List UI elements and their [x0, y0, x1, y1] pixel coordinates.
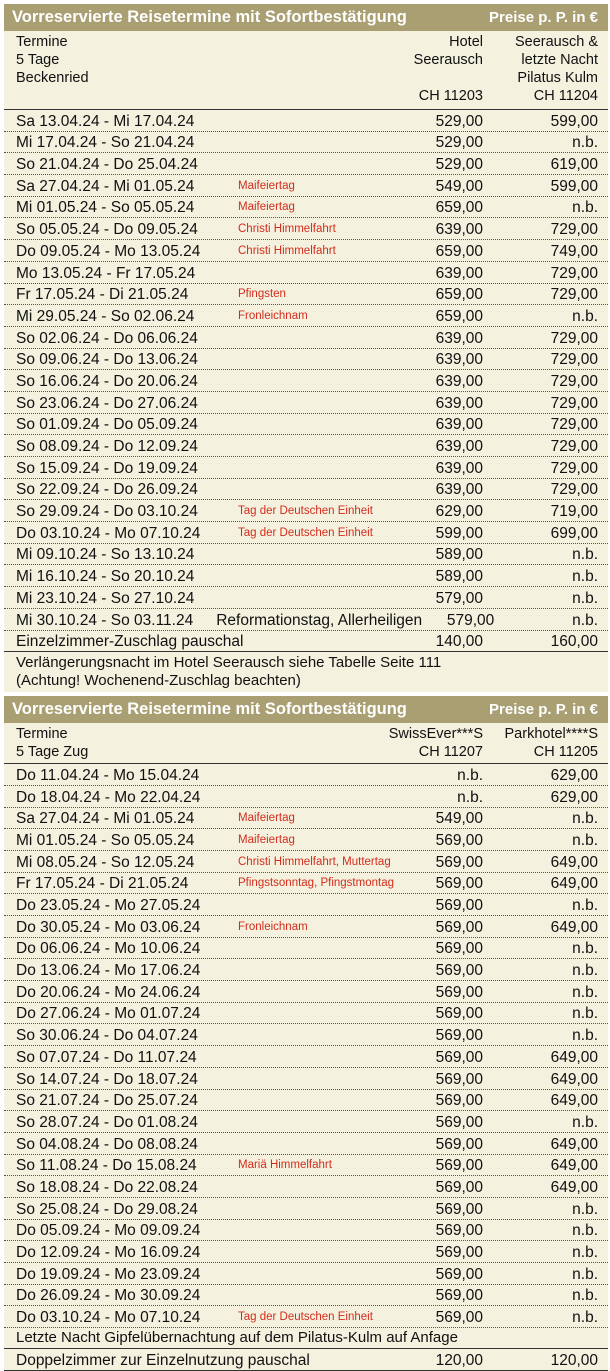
column-header-line: letzte Nacht: [521, 52, 598, 68]
price-2: n.b.: [572, 1287, 598, 1305]
price-1: 569,00: [435, 1178, 483, 1196]
price-1: 599,00: [435, 524, 483, 542]
travel-dates: Do 09.05.24 - Mo 13.05.24: [16, 242, 201, 260]
travel-dates: So 15.09.24 - Do 19.09.24: [16, 459, 198, 477]
table-row: [4, 916, 608, 938]
table-row: [4, 435, 608, 457]
travel-dates: So 01.09.24 - Do 05.09.24: [16, 416, 198, 434]
surcharge-row: [4, 631, 608, 653]
travel-dates: So 21.07.24 - Do 25.07.24: [16, 1092, 198, 1110]
travel-dates: Do 05.09.24 - Mo 09.09.24: [16, 1222, 201, 1240]
price-2: 649,00: [550, 1092, 598, 1110]
table-row: [4, 1003, 608, 1025]
travel-dates: So 23.06.24 - Do 27.06.24: [16, 394, 198, 412]
price-1: 569,00: [435, 1222, 483, 1240]
price-2: n.b.: [572, 940, 598, 958]
header-left-line: Termine: [16, 34, 68, 50]
table-row: [4, 1241, 608, 1263]
travel-dates: Do 30.05.24 - Mo 03.06.24: [16, 918, 201, 936]
column-header-line: SwissEver***S: [388, 726, 483, 743]
table-row: [4, 1263, 608, 1285]
table-row: [4, 1306, 608, 1328]
column-header-line: Seerausch &: [514, 34, 598, 50]
table-row: [4, 1176, 608, 1198]
section-title: Vorreservierte Reisetermine mit Sofortbestätigung: [12, 700, 407, 719]
travel-dates: Mi 01.05.24 - So 05.05.24: [16, 831, 195, 849]
holiday-note: Christi Himmelfahrt, Muttertag: [238, 855, 391, 868]
price-1: 569,00: [435, 983, 483, 1001]
table-row: [4, 938, 608, 960]
travel-dates: Mi 30.10.24 - So 03.11.24: [16, 611, 194, 629]
header-left-line: 5 Tage: [16, 52, 60, 68]
surcharge-price-2: 160,00: [550, 633, 598, 651]
table-row: [4, 175, 608, 197]
table-row: [4, 132, 608, 154]
price-2: n.b.: [572, 568, 598, 586]
price-2: 719,00: [550, 503, 598, 521]
travel-dates: Do 27.06.24 - Mo 01.07.24: [16, 1005, 201, 1023]
travel-dates: Mo 13.05.24 - Fr 17.05.24: [16, 264, 196, 282]
price-1: 639,00: [435, 416, 483, 434]
travel-dates: Mi 01.05.24 - So 05.05.24: [16, 199, 195, 217]
travel-dates: Mi 23.10.24 - So 27.10.24: [16, 589, 195, 607]
holiday-note: Fronleichnam: [238, 920, 308, 933]
price-1: 639,00: [435, 372, 483, 390]
table-row: [4, 565, 608, 587]
price-1: 659,00: [435, 242, 483, 260]
price-2: n.b.: [572, 897, 598, 914]
price-1: 569,00: [435, 897, 483, 914]
column-header-line: Seerausch: [413, 52, 483, 68]
table-row: [4, 500, 608, 522]
table-row: [4, 262, 608, 284]
table-row: [4, 609, 608, 631]
table-row: [4, 1024, 608, 1046]
table-row: [4, 1220, 608, 1242]
price-2: n.b.: [572, 810, 598, 828]
travel-dates: So 21.04.24 - Do 25.04.24: [16, 156, 198, 174]
travel-dates: So 02.06.24 - Do 06.06.24: [16, 329, 198, 347]
price-1: 569,00: [435, 1005, 483, 1023]
travel-dates: Do 18.04.24 - Mo 22.04.24: [16, 788, 201, 806]
price-1: 589,00: [435, 568, 483, 586]
price-1: 629,00: [435, 503, 483, 521]
surcharge-label: Doppelzimmer zur Einzelnutzung pauschal: [16, 1351, 310, 1369]
note-line: Letzte Nacht Gipfelübernachtung auf dem Pilatus-Kulm auf Anfage: [16, 1329, 458, 1347]
price-2: 729,00: [550, 221, 598, 239]
price-1: 579,00: [435, 589, 483, 607]
price-2: 629,00: [550, 788, 598, 806]
price-2: n.b.: [572, 199, 598, 217]
table-row: [4, 1090, 608, 1112]
travel-dates: Do 26.09.24 - Mo 30.09.24: [16, 1287, 201, 1305]
table-row: [4, 240, 608, 262]
table-row: [4, 587, 608, 609]
holiday-note: Maifeiertag: [238, 812, 295, 825]
travel-dates: So 11.08.24 - Do 15.08.24: [16, 1157, 197, 1175]
price-2: 729,00: [550, 264, 598, 282]
table-row: [4, 829, 608, 851]
price-2: 729,00: [550, 416, 598, 434]
table-row: [4, 305, 608, 327]
table-row: [4, 479, 608, 501]
holiday-note: Tag der Deutschen Einheit: [238, 505, 373, 518]
travel-dates: So 28.07.24 - Do 01.08.24: [16, 1113, 198, 1131]
table-row: [4, 457, 608, 479]
price-1: 569,00: [435, 1200, 483, 1218]
travel-dates: So 04.08.24 - Do 08.08.24: [16, 1135, 198, 1153]
table-row: [4, 110, 608, 132]
table-row: [4, 1198, 608, 1220]
travel-dates: Do 20.06.24 - Mo 24.06.24: [16, 983, 201, 1001]
table-row: [4, 1046, 608, 1068]
price-2: n.b.: [572, 1244, 598, 1261]
travel-dates: So 08.09.24 - Do 12.09.24: [16, 438, 198, 455]
header-left-line: Termine: [16, 726, 68, 743]
product-code: CH 11207: [418, 744, 483, 761]
price-2: 649,00: [550, 918, 598, 936]
price-2: 699,00: [550, 524, 598, 542]
price-1: 639,00: [435, 221, 483, 239]
table-row: [4, 522, 608, 544]
price-2: 729,00: [550, 372, 598, 390]
price-2: 729,00: [550, 459, 598, 477]
price-2: n.b.: [572, 1309, 598, 1327]
holiday-note: Pfingstsonntag, Pfingstmontag: [238, 877, 394, 890]
holiday-note: Mariä Himmelfahrt: [238, 1159, 332, 1172]
price-1: 569,00: [435, 918, 483, 936]
travel-dates: Do 23.05.24 - Mo 27.05.24: [16, 897, 201, 914]
price-1: 569,00: [435, 853, 483, 871]
travel-dates: Mi 17.04.24 - So 21.04.24: [16, 134, 195, 152]
price-1: 569,00: [435, 1287, 483, 1305]
price-2: n.b.: [572, 831, 598, 849]
price-1: 529,00: [435, 134, 483, 152]
travel-dates: Do 13.06.24 - Mo 17.06.24: [16, 962, 201, 980]
holiday-note: Maifeiertag: [238, 179, 295, 192]
price-1: 569,00: [435, 875, 483, 893]
price-1: 569,00: [435, 1113, 483, 1131]
price-2: 729,00: [550, 286, 598, 304]
price-2: 649,00: [550, 1157, 598, 1175]
price-2: n.b.: [572, 307, 598, 325]
table-row: [4, 981, 608, 1003]
travel-dates: So 22.09.24 - Do 26.09.24: [16, 481, 198, 499]
product-code: CH 11203: [418, 88, 483, 104]
holiday-note: Maifeiertag: [238, 201, 295, 214]
holiday-note: Fronleichnam: [238, 309, 308, 322]
column-header-swissever: [353, 725, 483, 761]
table-row: [4, 1285, 608, 1307]
travel-dates: So 16.06.24 - Do 20.06.24: [16, 372, 198, 390]
price-2: n.b.: [572, 589, 598, 607]
product-code: CH 11205: [533, 744, 598, 761]
price-2: 729,00: [550, 438, 598, 455]
table-header: [4, 31, 608, 109]
travel-dates: Mi 08.05.24 - So 12.05.24: [16, 853, 195, 871]
table-row: [4, 218, 608, 240]
table-row: [4, 1111, 608, 1133]
table-row: [4, 349, 608, 371]
surcharge-price-1: 120,00: [435, 1351, 483, 1369]
table-row: [4, 284, 608, 306]
price-2: 619,00: [550, 156, 598, 174]
surcharge-price-1: 140,00: [435, 633, 483, 651]
note-line: Verlängerungsnacht im Hotel Seerausch siehe Tabelle Seite 111: [16, 654, 442, 672]
price-1: 549,00: [435, 810, 483, 828]
table-row: [4, 544, 608, 566]
travel-dates: Do 06.06.24 - Mo 10.06.24: [16, 940, 201, 958]
price-1: 569,00: [435, 1048, 483, 1066]
travel-dates: So 18.08.24 - Do 22.08.24: [16, 1178, 198, 1196]
table-row: [4, 1155, 608, 1177]
table-row: [4, 808, 608, 830]
travel-dates: Sa 27.04.24 - Mi 01.05.24: [16, 177, 195, 195]
travel-dates: Mi 09.10.24 - So 13.10.24: [16, 546, 195, 564]
column-header-parkhotel: [478, 725, 598, 761]
price-1: n.b.: [457, 788, 483, 806]
price-1: 659,00: [435, 199, 483, 217]
price-2: 649,00: [550, 875, 598, 893]
price-1: 569,00: [435, 1244, 483, 1261]
table-row: [4, 197, 608, 219]
travel-dates: Fr 17.05.24 - Di 21.05.24: [16, 875, 189, 893]
travel-dates: Do 11.04.24 - Mo 15.04.24: [16, 766, 200, 784]
price-1: 639,00: [435, 264, 483, 282]
price-1: 659,00: [435, 286, 483, 304]
price-1: 569,00: [435, 831, 483, 849]
table-row: [4, 327, 608, 349]
product-code: CH 11204: [533, 88, 598, 104]
price-1: 639,00: [435, 438, 483, 455]
travel-dates: So 07.07.24 - Do 11.07.24: [16, 1048, 197, 1066]
price-2: n.b.: [572, 962, 598, 980]
price-1: 549,00: [435, 177, 483, 195]
column-header-line: Parkhotel****S: [504, 726, 598, 743]
price-2: n.b.: [572, 1200, 598, 1218]
price-2: 729,00: [550, 394, 598, 412]
column-header-line: Pilatus Kulm: [517, 70, 598, 86]
table-row: [4, 894, 608, 916]
price-1: 579,00: [446, 611, 495, 629]
price-1: 529,00: [435, 112, 483, 130]
extension-note: [4, 652, 608, 692]
price-2: 629,00: [550, 766, 598, 784]
travel-dates: Sa 13.04.24 - Mi 17.04.24: [16, 112, 195, 130]
price-1: 569,00: [435, 1027, 483, 1045]
price-2: 649,00: [550, 853, 598, 871]
price-1: 639,00: [435, 459, 483, 477]
travel-dates: So 14.07.24 - Do 18.07.24: [16, 1070, 198, 1088]
table-row: [4, 414, 608, 436]
price-2: n.b.: [572, 1005, 598, 1023]
price-1: 589,00: [435, 546, 483, 564]
price-2: n.b.: [572, 1265, 598, 1283]
table-row: [4, 959, 608, 981]
footer-note: [4, 1328, 608, 1349]
price-2: 649,00: [550, 1048, 598, 1066]
section-header-band: [4, 4, 608, 31]
travel-dates: Fr 17.05.24 - Di 21.05.24: [16, 286, 189, 304]
holiday-note: Tag der Deutschen Einheit: [238, 526, 373, 539]
price-1: 659,00: [435, 307, 483, 325]
section-title: Vorreservierte Reisetermine mit Sofortbestätigung: [12, 8, 407, 26]
table-row: [4, 851, 608, 873]
surcharge-price-2: 120,00: [550, 1351, 598, 1369]
price-table-beckenried: [4, 4, 608, 692]
price-1: 569,00: [435, 940, 483, 958]
header-left-line: 5 Tage Zug: [16, 744, 89, 761]
table-header: [4, 723, 608, 763]
price-1: 639,00: [435, 394, 483, 412]
holiday-note: Christi Himmelfahrt: [238, 223, 336, 236]
holiday-note: Pfingsten: [238, 288, 286, 301]
price-2: 649,00: [550, 1070, 598, 1088]
price-2: 649,00: [550, 1135, 598, 1153]
price-1: 569,00: [435, 1092, 483, 1110]
holiday-note: Maifeiertag: [238, 833, 295, 846]
price-1: 639,00: [435, 351, 483, 369]
table-row: [4, 370, 608, 392]
price-1: 639,00: [435, 481, 483, 499]
price-2: n.b.: [572, 546, 598, 564]
travel-dates: Sa 27.04.24 - Mi 01.05.24: [16, 810, 195, 828]
table-row: [4, 786, 608, 808]
price-1: 639,00: [435, 329, 483, 347]
price-2: 729,00: [550, 481, 598, 499]
travel-dates: So 25.08.24 - Do 29.08.24: [16, 1200, 198, 1218]
column-header-hotel-seerausch: [373, 33, 483, 105]
travel-dates: Do 12.09.24 - Mo 16.09.24: [16, 1244, 201, 1261]
section-header-band: [4, 696, 608, 723]
travel-dates: So 30.06.24 - Do 04.07.24: [16, 1027, 198, 1045]
price-1: 529,00: [435, 156, 483, 174]
price-1: n.b.: [457, 766, 483, 784]
table-row: [4, 392, 608, 414]
holiday-note: Christi Himmelfahrt: [238, 244, 336, 257]
travel-dates: Mi 29.05.24 - So 02.06.24: [16, 307, 195, 325]
travel-dates: So 09.06.24 - Do 13.06.24: [16, 351, 198, 369]
price-2: n.b.: [572, 983, 598, 1001]
price-1: 569,00: [435, 1157, 483, 1175]
travel-dates: So 29.09.24 - Do 03.10.24: [16, 503, 198, 521]
column-header-pilatus-kulm: [478, 33, 598, 105]
price-2: n.b.: [572, 1027, 598, 1045]
price-1: 569,00: [435, 1135, 483, 1153]
price-2: n.b.: [572, 1222, 598, 1240]
price-2: 599,00: [550, 112, 598, 130]
header-left-line: Beckenried: [16, 70, 89, 86]
price-2: 749,00: [550, 242, 598, 260]
table-row: [4, 873, 608, 895]
travel-dates: Mi 16.10.24 - So 20.10.24: [16, 568, 195, 586]
travel-dates: Do 03.10.24 - Mo 07.10.24: [16, 524, 201, 542]
price-2: 729,00: [550, 351, 598, 369]
price-note: Preise p. P. in €: [489, 9, 598, 26]
price-1: 569,00: [435, 1309, 483, 1327]
price-2: 599,00: [550, 177, 598, 195]
date-rows: [4, 110, 608, 631]
note-line: (Achtung! Wochenend-Zuschlag beachten): [16, 672, 301, 690]
price-1: 569,00: [435, 962, 483, 980]
holiday-note: Reformationstag, Allerheiligen: [216, 611, 423, 629]
travel-dates: Do 03.10.24 - Mo 07.10.24: [16, 1309, 201, 1327]
price-2: 649,00: [550, 1178, 598, 1196]
price-1: 569,00: [435, 1070, 483, 1088]
price-2: 729,00: [550, 329, 598, 347]
surcharge-row: [4, 1349, 608, 1371]
table-row: [4, 1133, 608, 1155]
price-2: n.b.: [572, 134, 598, 152]
price-2: n.b.: [572, 611, 599, 629]
table-row: [4, 1068, 608, 1090]
column-header-line: Hotel: [449, 34, 483, 50]
holiday-note: Tag der Deutschen Einheit: [238, 1311, 373, 1324]
travel-dates: Do 19.09.24 - Mo 23.09.24: [16, 1265, 201, 1283]
price-table-zug: [4, 696, 608, 1371]
travel-dates: So 05.05.24 - Do 09.05.24: [16, 221, 198, 239]
price-1: 569,00: [435, 1265, 483, 1283]
table-row: [4, 764, 608, 786]
price-2: n.b.: [572, 1113, 598, 1131]
surcharge-label: Einzelzimmer-Zuschlag pauschal: [16, 633, 244, 651]
table-row: [4, 153, 608, 175]
price-note: Preise p. P. in €: [489, 701, 598, 719]
date-rows: [4, 764, 608, 1328]
